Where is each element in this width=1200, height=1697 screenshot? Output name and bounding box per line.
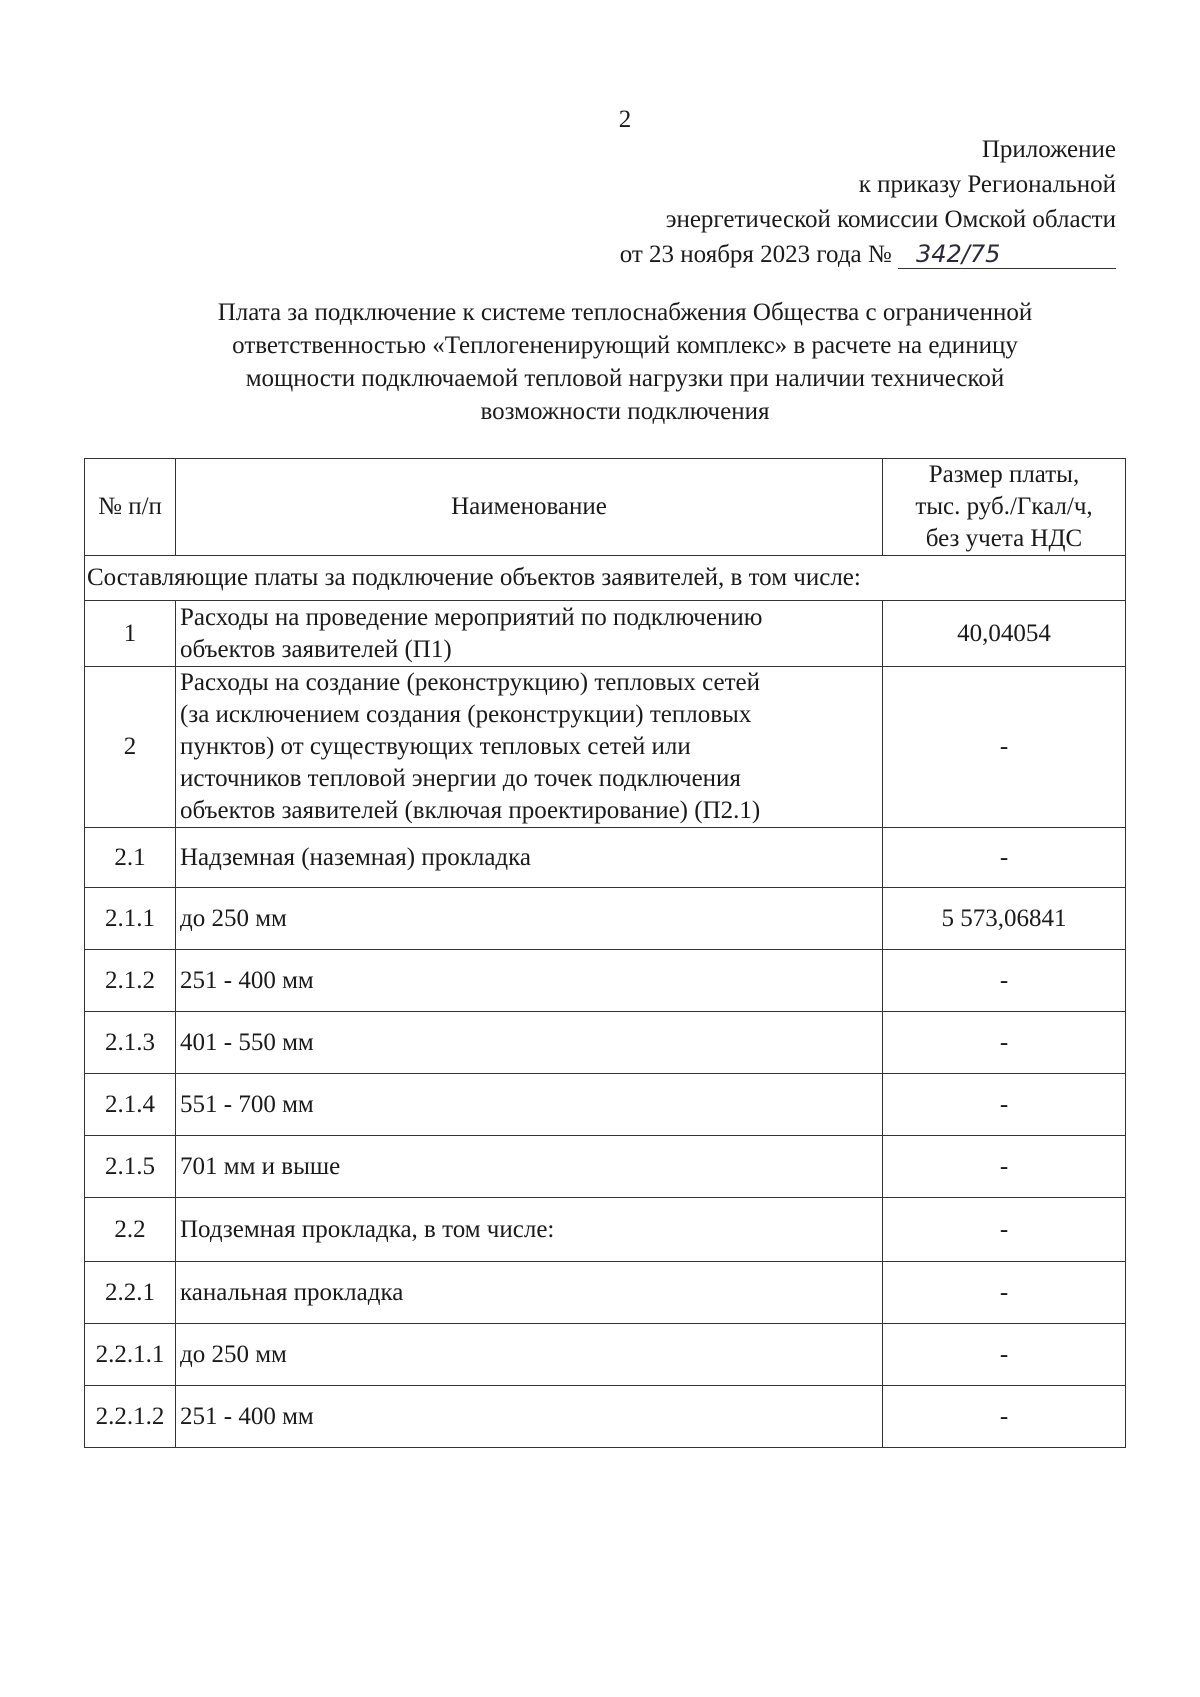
row-value: - bbox=[883, 1198, 1126, 1262]
row-number: 2.1.3 bbox=[85, 1012, 176, 1074]
row-name bbox=[176, 888, 883, 950]
appendix-line-2: к приказу Региональной bbox=[858, 171, 1116, 198]
row-name-line: источников тепловой энергии до точек подключения bbox=[180, 765, 741, 792]
row-number: 2.1 bbox=[85, 828, 176, 888]
row-number: 2.1.5 bbox=[85, 1136, 176, 1198]
row-name bbox=[176, 1324, 883, 1386]
header-value-line-1: Размер платы, bbox=[928, 461, 1080, 488]
row-number: 2.2.1 bbox=[85, 1262, 176, 1324]
appendix-block bbox=[620, 132, 1116, 272]
table-row bbox=[85, 1012, 1126, 1074]
table-row bbox=[85, 828, 1126, 888]
row-name-line: Расходы на создание (реконструкцию) тепловых сетей bbox=[180, 669, 760, 696]
table-row bbox=[85, 601, 1126, 667]
row-name-line: Расходы на проведение мероприятий по подключению bbox=[180, 603, 763, 631]
title-line-3: мощности подключаемой тепловой нагрузки при наличии технической bbox=[245, 365, 1005, 392]
appendix-line-1: Приложение bbox=[981, 136, 1116, 163]
row-value: - bbox=[883, 1386, 1126, 1448]
header-value-line-2: тыс. руб./Гкал/ч, bbox=[915, 493, 1093, 520]
section-row bbox=[85, 556, 1126, 601]
row-value: - bbox=[883, 1324, 1126, 1386]
row-name-line: 401 - 550 мм bbox=[180, 1028, 314, 1056]
row-number: 2.2 bbox=[85, 1198, 176, 1262]
row-number: 2.1.1 bbox=[85, 888, 176, 950]
row-name-line: пунктов) от существующих тепловых сетей или bbox=[180, 733, 691, 760]
table-row bbox=[85, 1262, 1126, 1324]
row-number: 2.1.4 bbox=[85, 1074, 176, 1136]
row-value: - bbox=[883, 1136, 1126, 1198]
row-value: 5 573,06841 bbox=[883, 888, 1126, 950]
header-name: Наименование bbox=[176, 459, 883, 556]
row-value: - bbox=[883, 1074, 1126, 1136]
table-row bbox=[85, 667, 1126, 828]
row-name-line: до 250 мм bbox=[180, 1340, 287, 1368]
title-line-1: Плата за подключение к системе теплоснабжения Общества с ограниченной bbox=[217, 299, 1033, 326]
appendix-line-4 bbox=[620, 237, 1116, 272]
row-name bbox=[176, 950, 883, 1012]
row-name-line: объектов заявителей (включая проектирование) (П2.1) bbox=[180, 797, 761, 824]
table-row bbox=[85, 1198, 1126, 1262]
row-value: - bbox=[883, 667, 1126, 828]
row-name-line: Надземная (наземная) прокладка bbox=[180, 843, 532, 871]
table-row bbox=[85, 1136, 1126, 1198]
table-row bbox=[85, 1074, 1126, 1136]
row-name-line: до 250 мм bbox=[180, 904, 287, 932]
appendix-line-3: энергетической комиссии Омской области bbox=[665, 206, 1116, 233]
row-value: - bbox=[883, 1012, 1126, 1074]
row-value: - bbox=[883, 828, 1126, 888]
table-header-row bbox=[85, 459, 1126, 556]
page-number: 2 bbox=[618, 106, 632, 133]
order-date-text: от 23 ноября 2023 года № bbox=[619, 241, 892, 268]
row-number: 2 bbox=[85, 667, 176, 828]
row-value: 40,04054 bbox=[883, 601, 1126, 667]
row-value: - bbox=[883, 1262, 1126, 1324]
row-name bbox=[176, 1198, 883, 1262]
row-name bbox=[176, 1074, 883, 1136]
row-name-line: (за исключением создания (реконструкции) тепловых bbox=[180, 701, 752, 728]
order-number-handwritten: 342/75 bbox=[898, 240, 1116, 269]
row-name bbox=[176, 1386, 883, 1448]
row-name bbox=[176, 1136, 883, 1198]
row-name bbox=[176, 1012, 883, 1074]
row-name bbox=[176, 1262, 883, 1324]
row-name-line: объектов заявителей (П1) bbox=[180, 635, 452, 663]
row-number: 2.2.1.1 bbox=[85, 1324, 176, 1386]
row-name-line: Подземная прокладка, в том числе: bbox=[180, 1215, 555, 1243]
row-name-line: 251 - 400 мм bbox=[180, 966, 314, 994]
row-number: 1 bbox=[85, 601, 176, 667]
table-row bbox=[85, 1386, 1126, 1448]
row-name-line: 251 - 400 мм bbox=[180, 1402, 314, 1430]
table-row bbox=[85, 1324, 1126, 1386]
section-title: Составляющие платы за подключение объектов заявителей, в том числе: bbox=[85, 556, 1126, 601]
row-name bbox=[176, 828, 883, 888]
row-number: 2.1.2 bbox=[85, 950, 176, 1012]
row-number: 2.2.1.2 bbox=[85, 1386, 176, 1448]
document-title bbox=[150, 296, 1100, 428]
header-value bbox=[883, 459, 1126, 556]
title-line-4: возможности подключения bbox=[480, 398, 770, 425]
row-value: - bbox=[883, 950, 1126, 1012]
header-value-line-3: без учета НДС bbox=[925, 525, 1083, 552]
row-name bbox=[176, 667, 883, 828]
row-name-line: 551 - 700 мм bbox=[180, 1090, 314, 1118]
row-name-line: канальная прокладка bbox=[180, 1278, 404, 1306]
table-row bbox=[85, 950, 1126, 1012]
row-name bbox=[176, 601, 883, 667]
row-name-line: 701 мм и выше bbox=[180, 1152, 341, 1180]
header-num: № п/п bbox=[85, 459, 176, 556]
table-row bbox=[85, 888, 1126, 950]
title-line-2: ответственностью «Теплогененирующий комплекс» в расчете на единицу bbox=[232, 332, 1018, 359]
fee-table bbox=[84, 458, 1126, 1448]
